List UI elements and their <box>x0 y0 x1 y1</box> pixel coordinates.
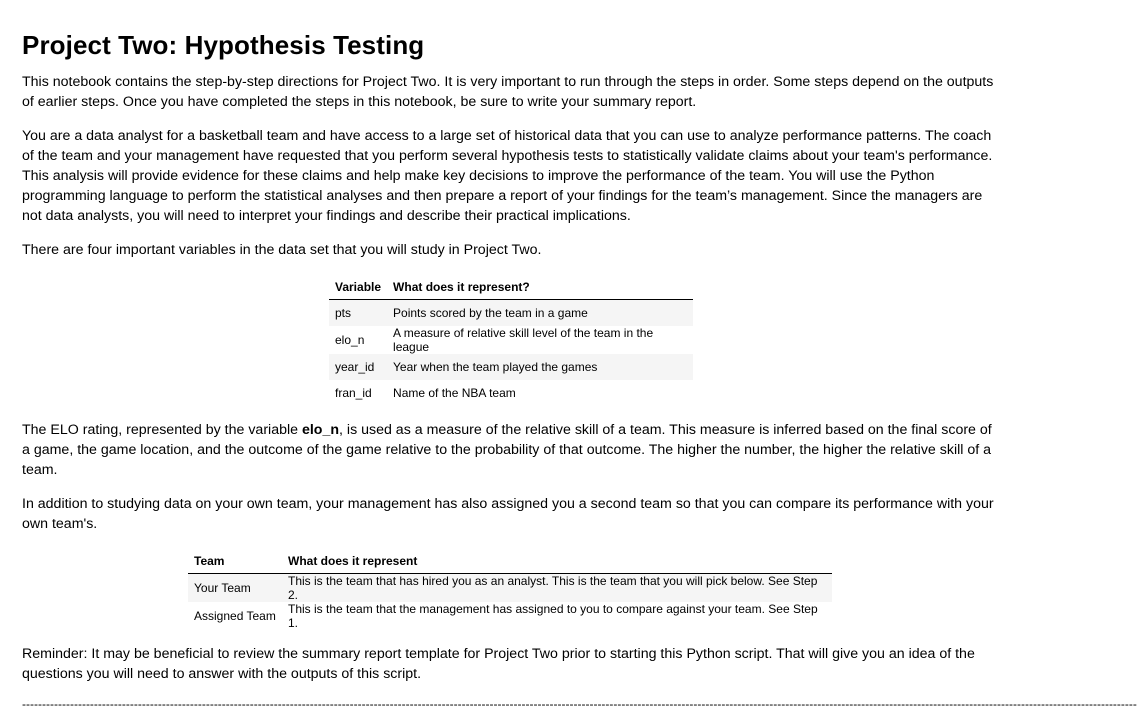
reminder-paragraph: Reminder: It may be beneficial to review the summary report template for Project Two prior to starting this Python script. That will give you an idea of the questions you will need to answer with the outputs of this script. <box>22 646 975 682</box>
table-cell: pts <box>329 300 387 327</box>
table-cell: Name of the NBA team <box>387 380 693 406</box>
table-cell: This is the team that has hired you as an analyst. This is the team that you will pick below. See Step 2. <box>282 574 832 603</box>
table-cell: elo_n <box>329 326 387 354</box>
table-header-row <box>329 274 693 300</box>
elo-text-before: The ELO rating, represented by the variable <box>22 422 302 438</box>
table-row <box>329 326 693 354</box>
teams-table <box>188 548 832 630</box>
page-title: Project Two: Hypothesis Testing <box>22 30 425 60</box>
table-row <box>329 380 693 406</box>
table-cell: year_id <box>329 354 387 380</box>
table-cell: Points scored by the team in a game <box>387 300 693 327</box>
horizontal-divider: --------------------------------------------------------------------------------------------------------------------------------------------------------------------------------------------------------------------------------------------------------------------------------------- <box>22 697 1137 711</box>
elo-variable-name: elo_n <box>301 422 340 438</box>
table-row <box>329 354 693 380</box>
variables-table <box>329 274 693 406</box>
teams-intro-paragraph: In addition to studying data on your own team, your management has also assigned you a second team so that you can compare its performance with your own team's. <box>22 496 994 532</box>
table-cell: Your Team <box>188 574 282 603</box>
table-header-row <box>188 548 832 574</box>
notebook-markdown-cell <box>22 28 1137 712</box>
table-header-cell: What does it represent? <box>387 274 693 300</box>
table-row <box>188 602 832 630</box>
table-header-cell: Variable <box>329 274 387 300</box>
intro-paragraph: This notebook contains the step-by-step directions for Project Two. It is very important to run through the steps in order. Some steps depend on the outputs of earlier steps. Once you have completed the steps in this notebook, be sure to write your summary report. <box>22 74 994 110</box>
table-header-cell: What does it represent <box>282 548 832 574</box>
table-row <box>188 574 832 603</box>
table-cell: Year when the team played the games <box>387 354 693 380</box>
elo-text-after: , is used as a measure of the relative skill of a team. This measure is inferred based on the final score of a game, the game location, and the outcome of the game relative to the probability of that outcome. The higher the number, the higher the relative skill of a team. <box>22 422 992 478</box>
table-cell: Assigned Team <box>188 602 282 630</box>
table-header-cell: Team <box>188 548 282 574</box>
table-cell: This is the team that the management has assigned to you to compare against your team. See Step 1. <box>282 602 832 630</box>
table-cell: fran_id <box>329 380 387 406</box>
variables-intro-paragraph: There are four important variables in the data set that you will study in Project Two. <box>22 242 542 258</box>
elo-paragraph <box>22 420 1000 480</box>
table-cell: A measure of relative skill level of the team in the league <box>387 326 693 354</box>
table-row <box>329 300 693 327</box>
context-paragraph: You are a data analyst for a basketball team and have access to a large set of historical data that you can use to analyze performance patterns. The coach of the team and your management have requested that you perform several hypothesis tests to statistically validate claims about your team's performance. This analysis will provide evidence for these claims and help make key decisions to improve the performance of the team. You will use the Python programming language to perform the statistical analyses and then prepare a report of your findings for the team’s management. Since the managers are not data analysts, you will need to interpret your findings and describe their practical implications. <box>22 128 993 224</box>
